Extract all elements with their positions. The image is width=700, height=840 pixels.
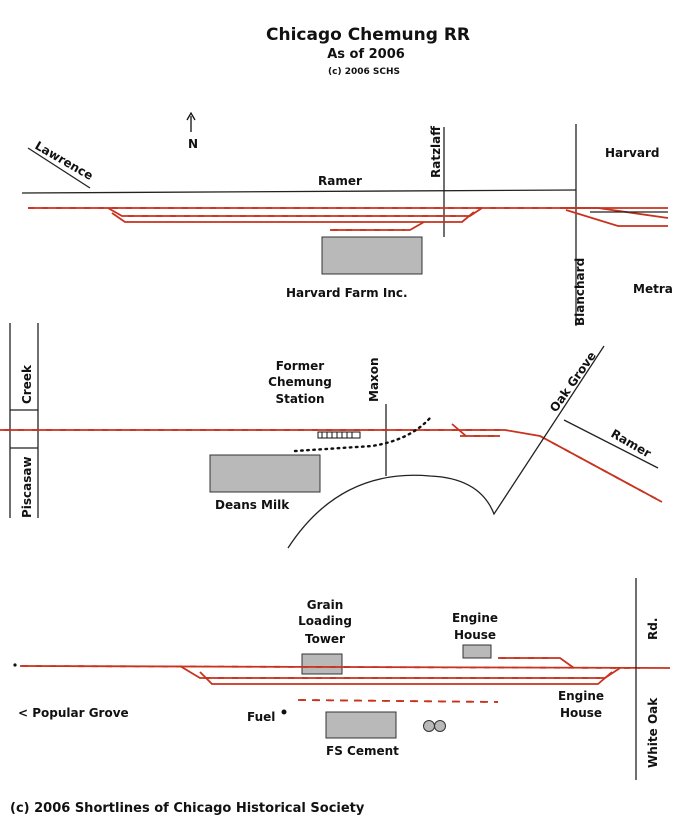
- label-engine-bottom-2: House: [559, 706, 603, 720]
- track-siding-1a: [108, 208, 482, 216]
- label-station-1: Former: [275, 359, 325, 373]
- map-subtitle: As of 2006: [327, 47, 405, 62]
- label-fuel: Fuel: [247, 710, 276, 724]
- north-label: N: [187, 137, 199, 151]
- panel-harvard: [22, 124, 673, 326]
- label-creek: Creek: [20, 365, 34, 404]
- label-engine-top-2: House: [453, 628, 497, 642]
- station-platform: [318, 432, 360, 438]
- road-curve: [288, 346, 604, 548]
- label-rd: Rd.: [646, 617, 660, 640]
- map-copyright-small: (c) 2006 SCHS: [328, 67, 400, 77]
- label-maxon: Maxon: [367, 357, 381, 402]
- panel-white-oak: [13, 578, 670, 780]
- label-station-3: Station: [275, 392, 325, 406]
- label-white-oak: White Oak: [646, 697, 660, 768]
- label-metra: Metra: [633, 282, 673, 296]
- map-title: Chicago Chemung RR: [265, 25, 471, 45]
- building-grain-tower: [302, 654, 342, 674]
- label-ramer-2: Ramer: [608, 426, 654, 461]
- track-engine-spur: [498, 658, 574, 668]
- building-harvard-farm: [322, 237, 422, 274]
- track-siding-1b: [112, 212, 474, 222]
- label-station-2: Chemung: [268, 375, 332, 389]
- label-ramer-1: Ramer: [318, 174, 362, 188]
- label-oak-grove: Oak Grove: [546, 348, 599, 415]
- building-fs-cement: [326, 712, 396, 738]
- label-grain-2: Loading: [298, 614, 352, 628]
- label-ratzlaff: Ratzlaff: [429, 126, 443, 178]
- label-harvard-farm: Harvard Farm Inc.: [286, 286, 408, 300]
- label-blanchard: Blanchard: [573, 257, 587, 326]
- north-arrow-icon: [187, 113, 195, 132]
- track-end-dot: [13, 663, 16, 666]
- track-ties-cement-spur: [300, 700, 498, 702]
- building-deans-milk: [210, 455, 320, 492]
- track-spur-1: [330, 222, 424, 230]
- label-fs-cement: FS Cement: [326, 744, 399, 758]
- label-grain-1: Grain: [306, 598, 344, 612]
- label-engine-top-1: Engine: [451, 611, 499, 625]
- label-popular-grove: < Popular Grove: [18, 706, 129, 720]
- label-harvard: Harvard: [605, 146, 660, 160]
- track-main-2: [0, 430, 662, 502]
- road-ramer: [22, 190, 576, 193]
- label-deans-milk: Deans Milk: [215, 498, 290, 512]
- label-engine-bottom-1: Engine: [557, 689, 605, 703]
- panel-chemung: [0, 323, 662, 548]
- label-lawrence: Lawrence: [32, 138, 96, 183]
- silo-icon: [424, 721, 446, 732]
- building-engine-house: [463, 645, 491, 658]
- fuel-tank-icon: [282, 710, 287, 715]
- station-platform-marks: [322, 432, 352, 438]
- label-grain-3: Tower: [305, 632, 345, 646]
- label-piscasaw: Piscasaw: [20, 456, 34, 518]
- footer-copyright: (c) 2006 Shortlines of Chicago Historical Society: [10, 801, 365, 816]
- former-spur-dotted: [295, 418, 430, 451]
